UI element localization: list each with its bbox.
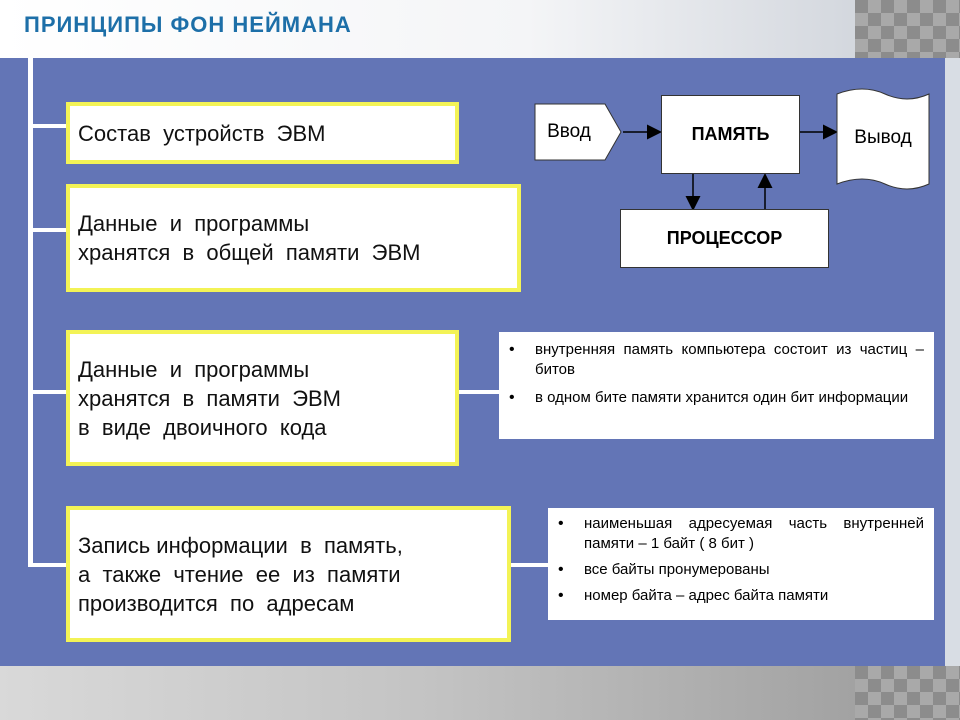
connector-line-3 xyxy=(28,390,68,394)
principle-box-1 xyxy=(66,102,459,164)
bullet-text: номер байта – адрес байта памяти xyxy=(584,587,829,604)
footer-tile-decoration xyxy=(855,666,960,720)
bullet-icon: • xyxy=(509,389,515,406)
connector-box3-bullets xyxy=(458,390,500,394)
bullet-text: внутренняя память компьютера состоит из частиц – битов xyxy=(535,341,924,378)
bullet-icon: • xyxy=(558,561,564,578)
list-item xyxy=(558,586,924,606)
principle-box-3 xyxy=(66,330,459,466)
connector-line-2 xyxy=(28,228,68,232)
connector-box4-bullets xyxy=(510,563,548,567)
output-label: Вывод xyxy=(854,127,912,148)
connector-line-4 xyxy=(28,563,68,567)
tree-trunk-line xyxy=(28,58,33,566)
bullet-icon: • xyxy=(558,515,564,532)
principle-2-line-1: Данные и программы xyxy=(78,211,310,236)
principle-2-line-2: хранятся в общей памяти ЭВМ xyxy=(78,240,421,265)
memory-block: ПАМЯТЬ xyxy=(661,95,800,174)
footer-background xyxy=(0,666,960,720)
principle-3-line-1: Данные и программы xyxy=(78,356,310,382)
principle-4-line-1: Запись информации в память, xyxy=(78,532,403,558)
bullet-text: все байты пронумерованы xyxy=(584,561,770,578)
principle-box-4 xyxy=(66,506,511,642)
input-label: Ввод xyxy=(547,121,591,142)
principle-3-line-2: хранятся в памяти ЭВМ xyxy=(78,385,342,411)
list-item xyxy=(509,388,924,408)
bytes-bullet-list xyxy=(548,508,934,620)
principle-box-2 xyxy=(66,184,521,292)
principle-4-line-3: производится по адресам xyxy=(78,590,355,616)
bullet-icon: • xyxy=(558,587,564,604)
principle-3-line-3: в виде двоичного кода xyxy=(78,414,327,440)
connector-line-1 xyxy=(28,124,68,128)
bits-bullet-list xyxy=(499,332,934,439)
bullet-text: наименьшая адресуемая часть внутренней памяти – 1 байт ( 8 бит ) xyxy=(584,515,924,552)
list-item xyxy=(558,514,924,554)
list-item xyxy=(558,560,924,580)
header-tile-decoration xyxy=(855,0,960,58)
principle-4-line-2: а также чтение ее из памяти xyxy=(78,561,401,587)
slide-title: ПРИНЦИПЫ ФОН НЕЙМАНА xyxy=(24,12,352,37)
bullet-text: в одном бите памяти хранится один бит информации xyxy=(535,389,909,406)
bullet-icon: • xyxy=(509,341,515,358)
principle-1-line-1: Состав устройств ЭВМ xyxy=(78,120,326,146)
list-item xyxy=(509,340,924,380)
processor-block: ПРОЦЕССОР xyxy=(620,209,829,268)
